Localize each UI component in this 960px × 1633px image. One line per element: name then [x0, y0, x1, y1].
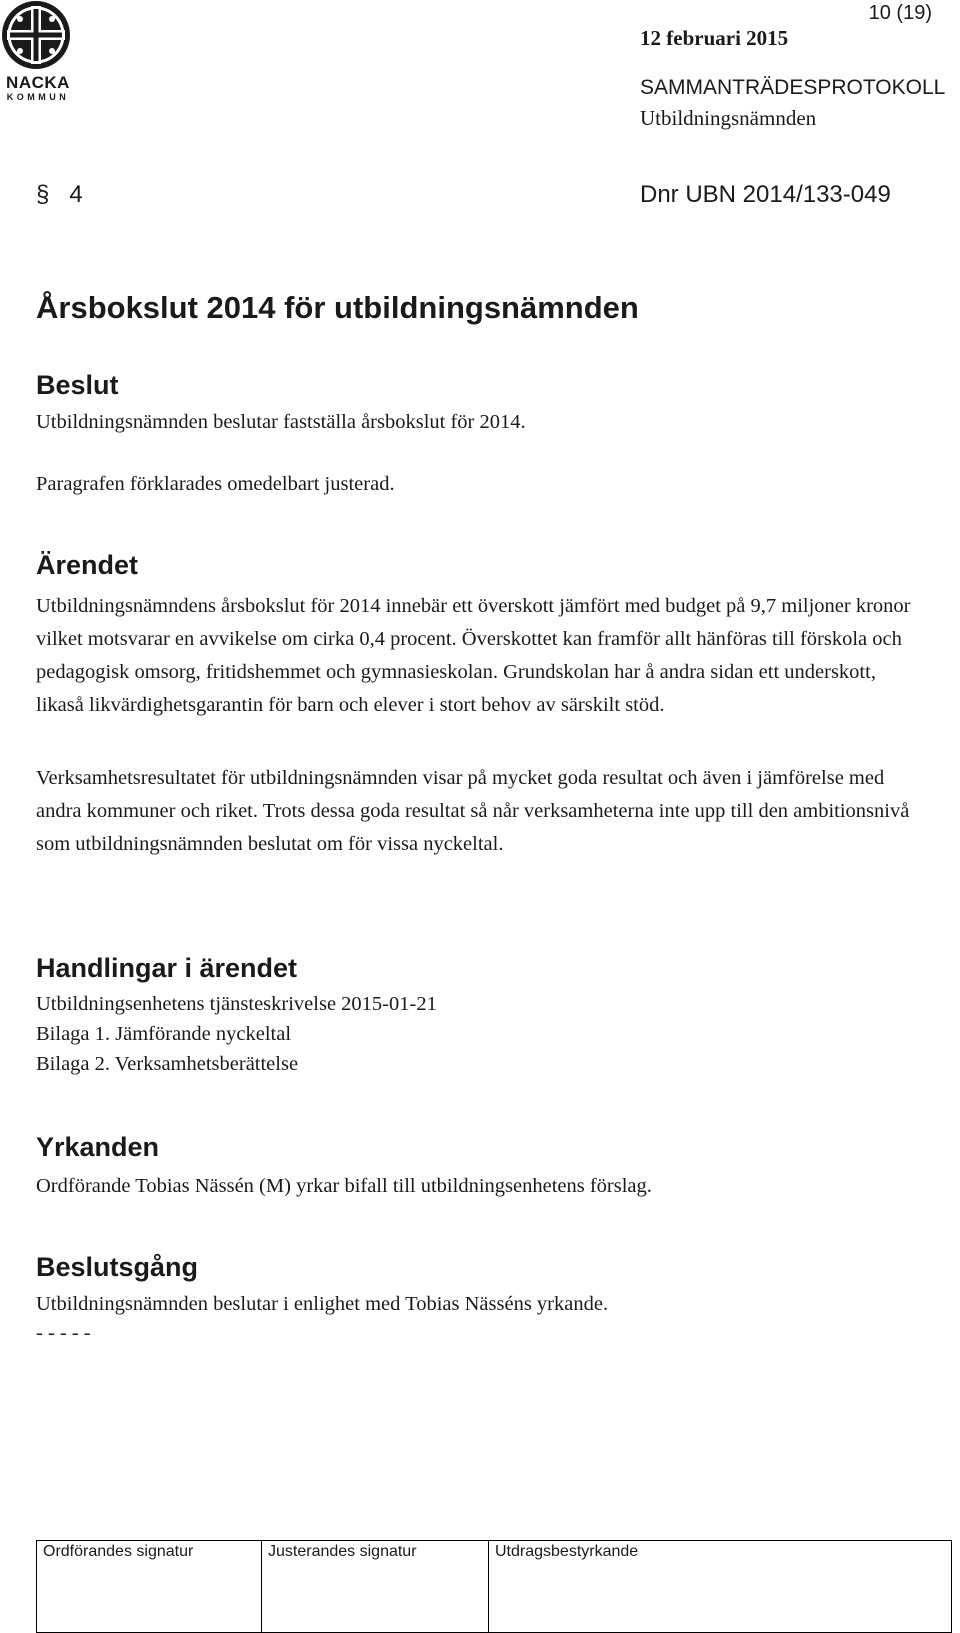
beslutsgang-text: Utbildningsnämnden beslutar i enlighet med Tobias Nässéns yrkande.	[36, 1293, 609, 1315]
page-number: 10 (19)	[868, 2, 932, 24]
signature-cell-adjuster[interactable]	[262, 1541, 489, 1633]
document-list-item: Bilaga 1. Jämförande nyckeltal	[36, 1023, 292, 1045]
heading-beslutsgang: Beslutsgång	[36, 1252, 199, 1282]
signature-cell-certification[interactable]	[489, 1541, 952, 1633]
heading-yrkanden: Yrkanden	[36, 1132, 160, 1162]
heading-beslut: Beslut	[36, 370, 119, 400]
heading-handlingar: Handlingar i ärendet	[36, 953, 298, 983]
end-marker: - - - - -	[36, 1322, 91, 1344]
committee-name: Utbildningsnämnden	[640, 106, 817, 130]
logo-sub: KOMMUN	[6, 92, 70, 102]
yrkanden-text: Ordförande Tobias Nässén (M) yrkar bifall till utbildningsenhetens förslag.	[36, 1175, 652, 1197]
document-list-item: Utbildningsenhetens tjänsteskrivelse 2015-01-21	[36, 993, 437, 1015]
document-type: SAMMANTRÄDESPROTOKOLL	[640, 76, 946, 99]
document-list-item: Bilaga 2. Verksamhetsberättelse	[36, 1053, 299, 1075]
paragraph-symbol: §	[36, 181, 50, 208]
page-title: Årsbokslut 2014 för utbildningsnämnden	[36, 290, 639, 325]
logo-wordmark	[2, 74, 74, 103]
signature-label-certification: Utdragsbestyrkande	[495, 1543, 639, 1560]
signature-label-adjuster: Justerandes signatur	[268, 1543, 417, 1560]
signature-cell-chair[interactable]	[37, 1541, 262, 1633]
logo-name: NACKA	[6, 73, 70, 92]
arendet-paragraph-2: Verksamhetsresultatet för utbildningsnämnden visar på mycket goda resultat och även i jämförelse med andra kommuner och riket. Trots dessa goda resultat så når verksamheterna inte upp till den ambitionsnivå som utbildningsnämnden beslutat om för vissa nyckeltal.	[36, 767, 910, 855]
paragraph-ref	[36, 181, 83, 209]
beslut-text: Utbildningsnämnden beslutar fastställa årsbokslut för 2014.	[36, 411, 526, 433]
paragraph-number: 4	[69, 181, 83, 208]
signature-table	[36, 1540, 952, 1633]
arendet-paragraph-1: Utbildningsnämndens årsbokslut för 2014 innebär ett överskott jämfört med budget på 9,7 miljoner kronor vilket motsvarar en avvikelse om cirka 0,4 procent. Överskottet kan framför allt hänföras till förskola och pedagogisk omsorg, fritidshemmet och gymnasieskolan. Grundskolan har å andra sidan ett underskott, likaså likvärdighetsgarantin för barn och elever i stort behov av särskilt stöd.	[36, 595, 911, 716]
diary-number: Dnr UBN 2014/133-049	[640, 181, 891, 208]
signature-label-chair: Ordförandes signatur	[43, 1543, 194, 1560]
beslut-note: Paragrafen förklarades omedelbart justerad.	[36, 473, 395, 495]
meeting-date: 12 februari 2015	[640, 26, 789, 50]
heading-arendet: Ärendet	[36, 550, 139, 580]
